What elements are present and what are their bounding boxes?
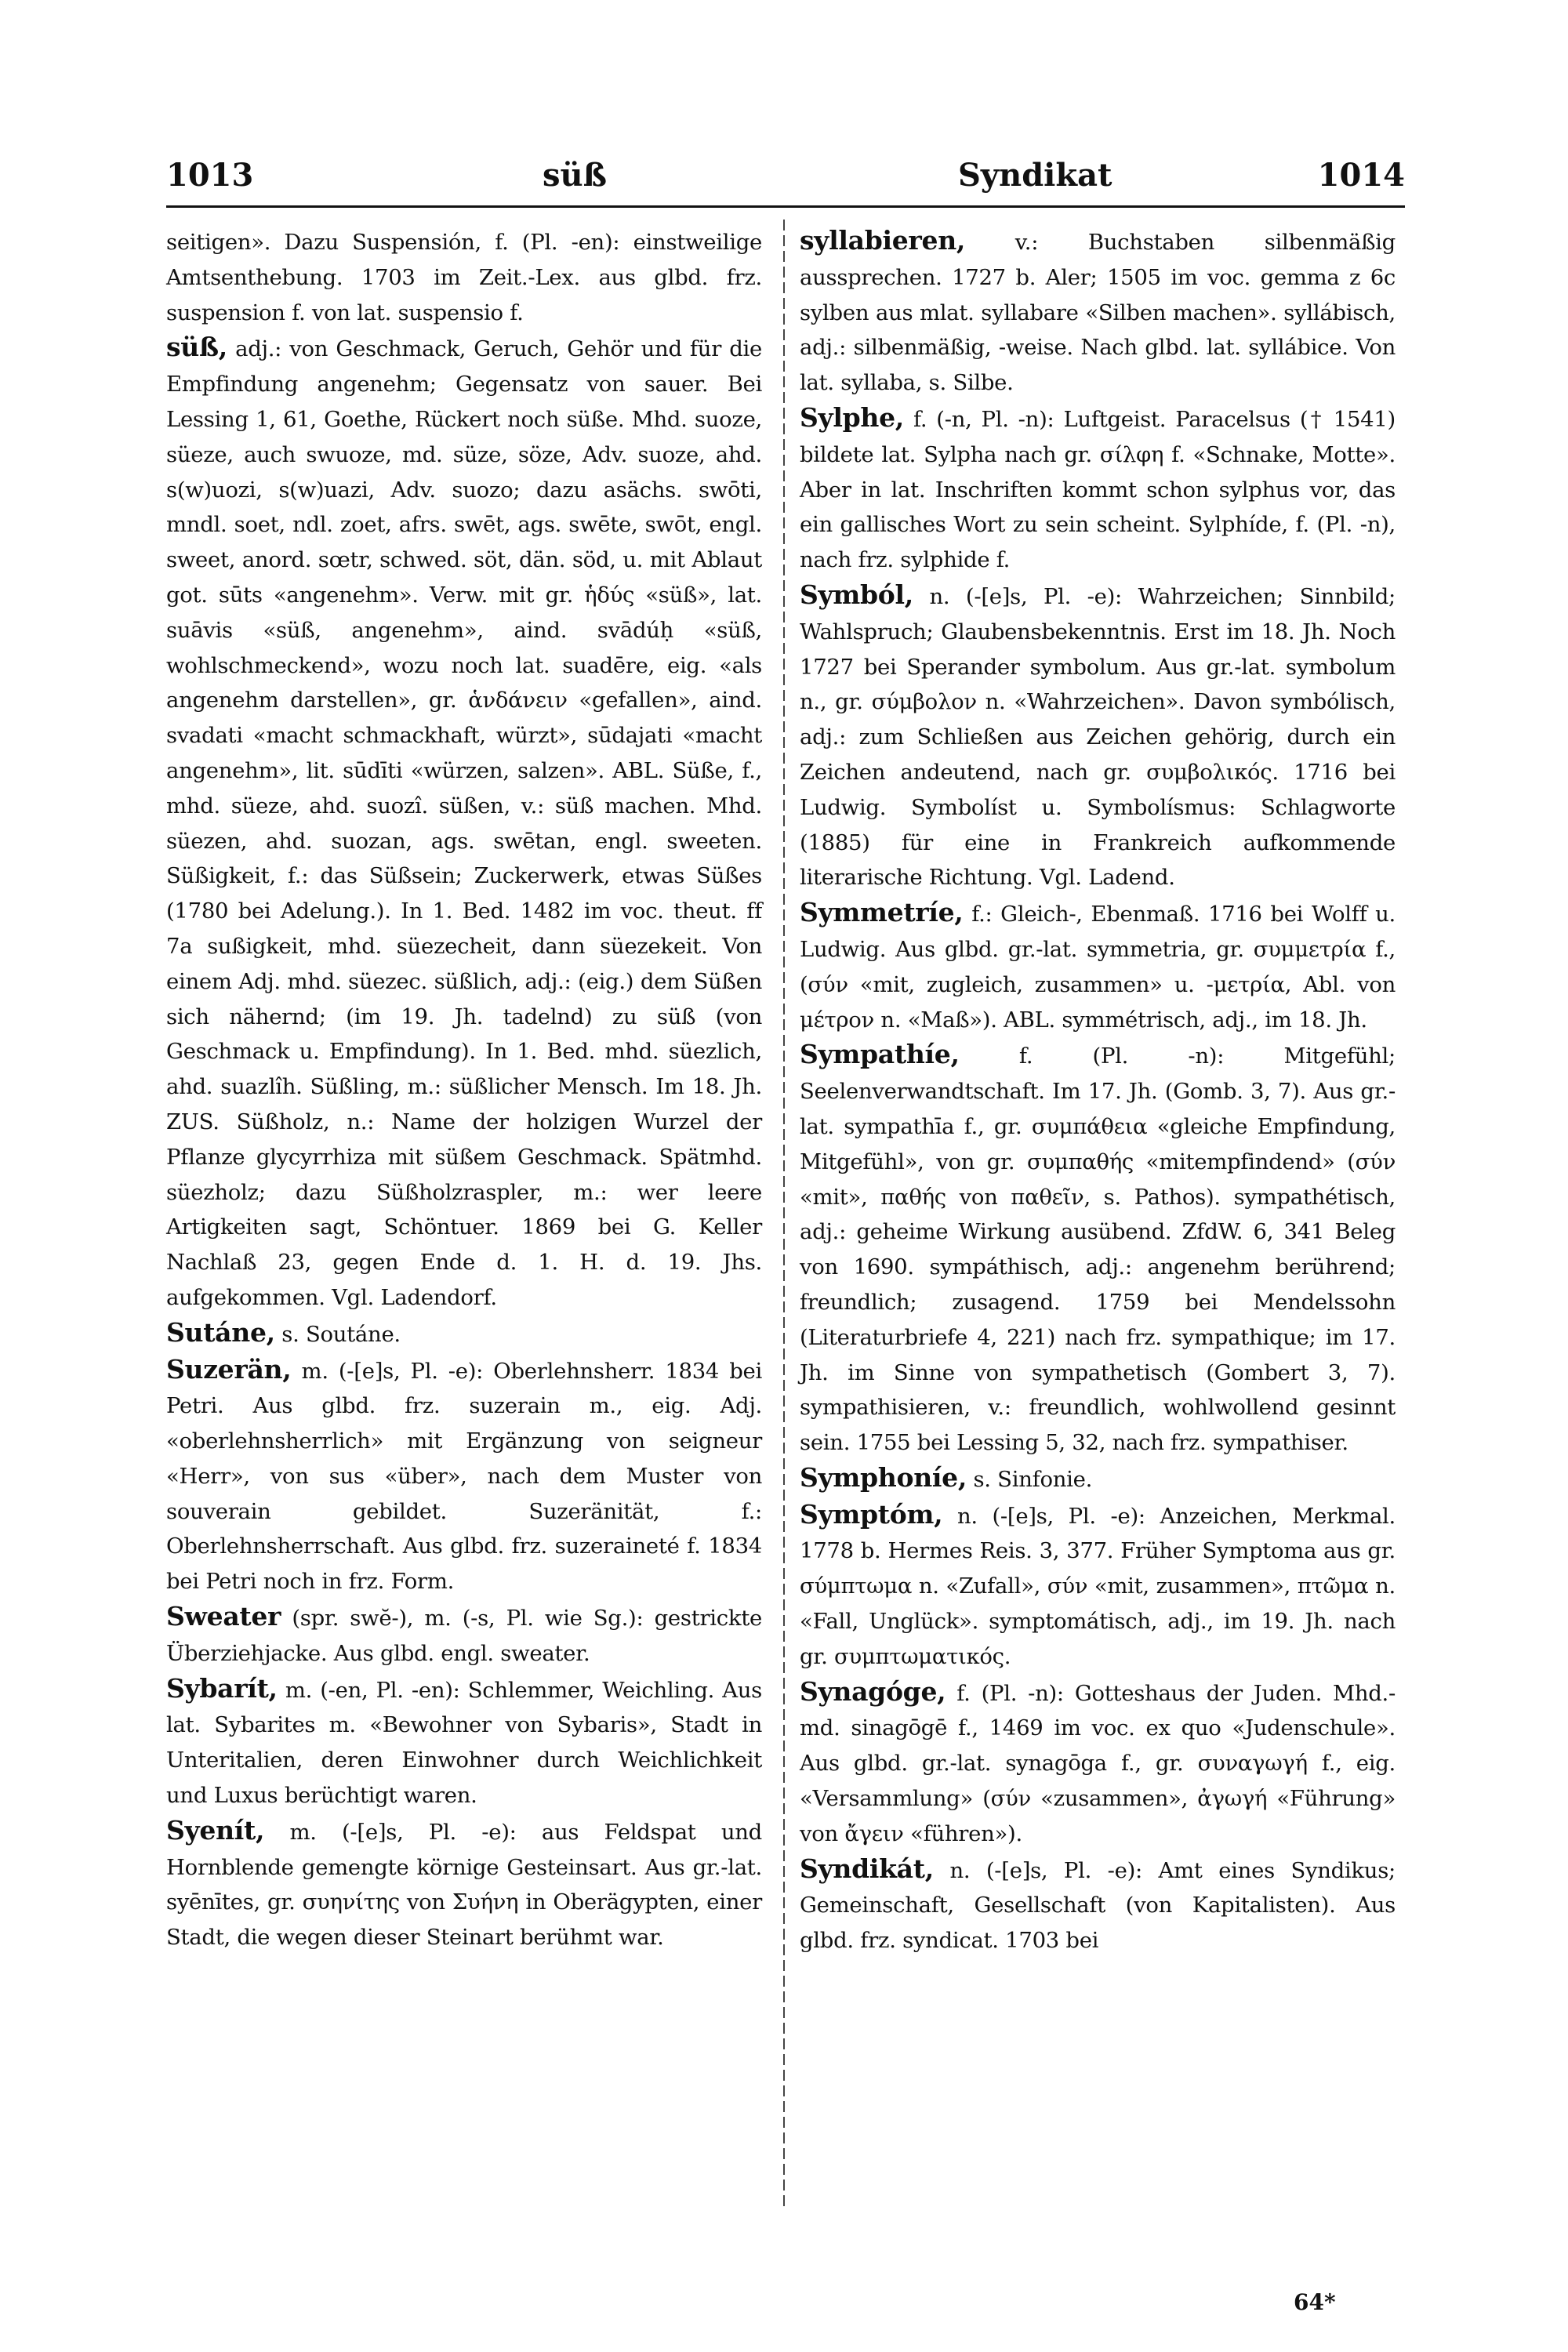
entry-text: m. (-[e]s, Pl. -e): Oberlehnsherr. 1834 bei Petri. Aus glbd. frz. suzerain m., eig. Adj. «oberlehnsherrlich» mit Ergänzung von seigneur «Herr», von sus «über», nach dem Muster von souverain gebildet. Suzeränität, f.: Oberlehnsherrschaft. Aus glbd. frz. suzeraineté f. 1834 bei Petri noch in frz. Form. — [166, 1358, 762, 1595]
dictionary-entry — [800, 578, 1396, 895]
entry-headword: Symptóm, — [800, 1498, 943, 1530]
entry-text: f.: Gleich-, Ebenmaß. 1716 bei Wolff u. Ludwig. Aus glbd. gr.-lat. symmetria, gr. συμμετρία f., (σύν «mit, zugleich, zusammen» u. -μετρία, Abl. von μέτρον n. «Maß»). ABL. symmétrisch, adj., im 18. Jh. — [800, 902, 1396, 1033]
printer-signature: 64* — [1294, 2289, 1336, 2315]
entry-text: (spr. swĕ-), m. (-s, Pl. wie Sg.): gestrickte Überziehjacke. Aus glbd. engl. sweater. — [166, 1606, 762, 1666]
header-rule — [166, 205, 1405, 208]
entry-text: n. (-[e]s, Pl. -e): Wahrzeichen; Sinnbild; Wahlspruch; Glaubensbekenntnis. Erst im 18. Jh. Noch 1727 bei Sperander symbolum. Aus gr.-lat. symbolum n., gr. σύμβολον n. «Wahrzeichen». Davon symbólisch, adj.: zum Schließen aus Zeichen gehörig, durch ein Zeichen andeutend, nach gr. συμβολικός. 1716 bei Ludwig. Symbolíst u. Symbolísmus: Schlagworte (1885) für eine in Frankreich aufkommende literarische Richtung. Vgl. Ladend. — [800, 583, 1396, 891]
right-column — [800, 223, 1396, 1958]
dictionary-entry — [166, 1599, 762, 1671]
entry-headword: Symból, — [800, 579, 913, 610]
entry-text: adj.: von Geschmack, Geruch, Gehör und für die Empfindung angenehm; Gegensatz von sauer. Bei Lessing 1, 61, Goethe, Rückert noch süße. Mhd. suoze, süeze, auch swuoze, md. süze, söze, Adv. suoze, ahd. s(w)uozi, s(w)uazi, Adv. suozo; dazu asächs. swōti, mndl. soet, ndl. zoet, afrs. swēt, ags. swēte, swōt, engl. sweet, anord. sœtr, schwed. söt, dän. söd, u. mit Ablaut got. sūts «angenehm». Verw. mit gr. ἡδύς «süß», lat. suāvis «süß, angenehm», aind. svādúḥ «süß, wohlschmeckend», wozu noch lat. suadēre, eig. «als angenehm darstellen», gr. ἁνδάνειν «gefallen», aind. svadati «macht schmackhaft, würzt», sūdajati «macht angenehm», lit. sūdīti «würzen, salzen». ABL. Süße, f., mhd. süeze, ahd. suozî. süßen, v.: süß machen. Mhd. süezen, ahd. suozan, ags. swētan, engl. sweeten. Süßigkeit, f.: das Süßsein; Zuckerwerk, etwas Süßes (1780 bei Adelung.). In 1. Bed. 1482 im voc. theut. ff 7a sußigkeit, mhd. süezecheit, dann süezekeit. Von einem Adj. mhd. süezec. süßlich, adj.: (eig.) dem Süßen sich nähernd; (im 19. Jh. tadelnd) zu süß (von Geschmack u. Empfindung). In 1. Bed. mhd. süezlich, ahd. suazlîh. Süßling, m.: süßlicher Mensch. Im 18. Jh. ZUS. Süßholz, n.: Name der holzigen Wurzel der Pflanze glycyrrhiza mit süßem Geschmack. Spätmhd. süezholz; dazu Süßholzraspler, m.: wer leere Artigkeiten sagt, Schöntuer. 1869 bei G. Keller Nachlaß 23, gegen Ende d. 1. H. d. 19. Jhs. aufgekommen. Vgl. Ladendorf. — [166, 336, 762, 1310]
entry-text: n. (-[e]s, Pl. -e): Amt eines Syndikus; Gemeinschaft, Gesellschaft (von Kapitalisten). Aus glbd. frz. syndicat. 1703 bei — [800, 1857, 1396, 1954]
running-headword-left: süß — [543, 157, 607, 194]
entry-headword: Synagóge, — [800, 1675, 946, 1707]
entry-headword: Sutáne, — [166, 1316, 275, 1348]
entry-headword: süß, — [166, 332, 227, 363]
running-header — [166, 157, 1405, 201]
entry-headword: Symmetríe, — [800, 897, 964, 928]
dictionary-entry — [800, 1852, 1396, 1958]
dictionary-entry — [800, 223, 1396, 401]
entry-text: f. (Pl. -n): Gotteshaus der Juden. Mhd.-md. sinagōgē f., 1469 im voc. ex quo «Judenschule». Aus glbd. gr.-lat. synagōga f., gr. συναγωγή f., eig. «Versammlung» (σύν «zusammen», ἀγωγή «Führung» von ἄγειν «führen»). — [800, 1680, 1396, 1846]
entry-text: s. Soutáne. — [281, 1321, 401, 1347]
dictionary-entry — [800, 1461, 1396, 1497]
entry-text: seitigen». Dazu Suspensión, f. (Pl. -en): einstweilige Amtsenthebung. 1703 im Zeit.-Lex. aus glbd. frz. suspension f. von lat. suspensio f. — [166, 230, 762, 325]
dictionary-entry — [166, 1316, 762, 1352]
entry-text: s. Sinfonie. — [973, 1466, 1093, 1492]
dictionary-entry — [166, 1352, 762, 1600]
entry-headword: Syenít, — [166, 1814, 265, 1846]
entry-text: v.: Buchstaben silbenmäßig aussprechen. 1727 b. Aler; 1505 im voc. gemma z 6c sylben aus mlat. syllabare «Silben machen». syllábisch, adj.: silbenmäßig, -weise. Nach glbd. lat. syllábice. Von lat. syllaba, s. Silbe. — [800, 230, 1396, 396]
entry-headword: Suzerän, — [166, 1353, 292, 1385]
column-divider — [783, 220, 785, 2211]
entry-headword: Symphoníe, — [800, 1461, 967, 1493]
page-number-right: 1014 — [1317, 157, 1405, 194]
entry-headword: syllabieren, — [800, 225, 966, 256]
entry-text: m. (-[e]s, Pl. -e): aus Feldspat und Hornblende gemengte körnige Gesteinsart. Aus gr.-lat. syēnītes, gr. συηνίτης von Συήνη in Oberägypten, einer Stadt, die wegen dieser Steinart berühmt war. — [166, 1819, 762, 1951]
dictionary-entry — [166, 330, 762, 1315]
dictionary-entry — [800, 401, 1396, 578]
entry-text: f. (Pl. -n): Mitgefühl; Seelenverwandtschaft. Im 17. Jh. (Gomb. 3, 7). Aus gr.-lat. sympathīa f., gr. συμπάθεια «gleiche Empfindung, Mitgefühl», von gr. συμπαθής «mitempfindend» (σύν «mit», παθής von παθεῖν, s. Pathos). sympathétisch, adj.: geheime Wirkung ausübend. ZfdW. 6, 341 Beleg von 1690. sympáthisch, adj.: angenehm berührend; freundlich; zusagend. 1759 bei Mendelssohn (Literaturbriefe 4, 221) nach frz. sympathique; im 17. Jh. im Sinne von sympathetisch (Gombert 3, 7). sympathisieren, v.: freundlich, wohlwollend gesinnt sein. 1755 bei Lessing 5, 32, nach frz. sympathiser. — [800, 1044, 1396, 1456]
entry-headword: Syndikát, — [800, 1853, 934, 1884]
running-headword-right: Syndikat — [958, 157, 1112, 194]
entry-headword: Sybarít, — [166, 1672, 278, 1704]
dictionary-entry — [800, 895, 1396, 1037]
entry-headword: Sympathíe, — [800, 1039, 960, 1070]
dictionary-entry — [800, 1497, 1396, 1675]
page-number-left: 1013 — [166, 157, 254, 194]
entry-text: n. (-[e]s, Pl. -e): Anzeichen, Merkmal. 1778 b. Hermes Reis. 3, 377. Früher Symptoma aus gr. σύμπτωμα n. «Zufall», σύν «mit, zusammen», πτῶμα n. «Fall, Unglück». symptomátisch, adj., im 19. Jh. nach gr. συμπτωματικός. — [800, 1503, 1396, 1669]
entry-text: m. (-en, Pl. -en): Schlemmer, Weichling. Aus lat. Sybarites m. «Bewohner von Sybaris», Stadt in Unteritalien, deren Einwohner durch Weichlichkeit und Luxus berüchtigt waren. — [166, 1677, 762, 1809]
left-column — [166, 223, 762, 1955]
entry-headword: Sweater — [166, 1601, 281, 1632]
dictionary-entry — [800, 1675, 1396, 1852]
dictionary-entry — [800, 1037, 1396, 1461]
dictionary-entry — [166, 1671, 762, 1813]
dictionary-entry — [166, 223, 762, 330]
dictionary-entry — [166, 1813, 762, 1955]
entry-text: f. (-n, Pl. -n): Luftgeist. Paracelsus († 1541) bildete lat. Sylpha nach gr. σίλφη f. «Schnake, Motte». Aber in lat. Inschriften kommt schon sylphus vor, das ein gallisches Wort zu sein scheint. Sylphíde, f. (Pl. -n), nach frz. sylphide f. — [800, 406, 1396, 573]
entry-headword: Sylphe, — [800, 401, 904, 433]
